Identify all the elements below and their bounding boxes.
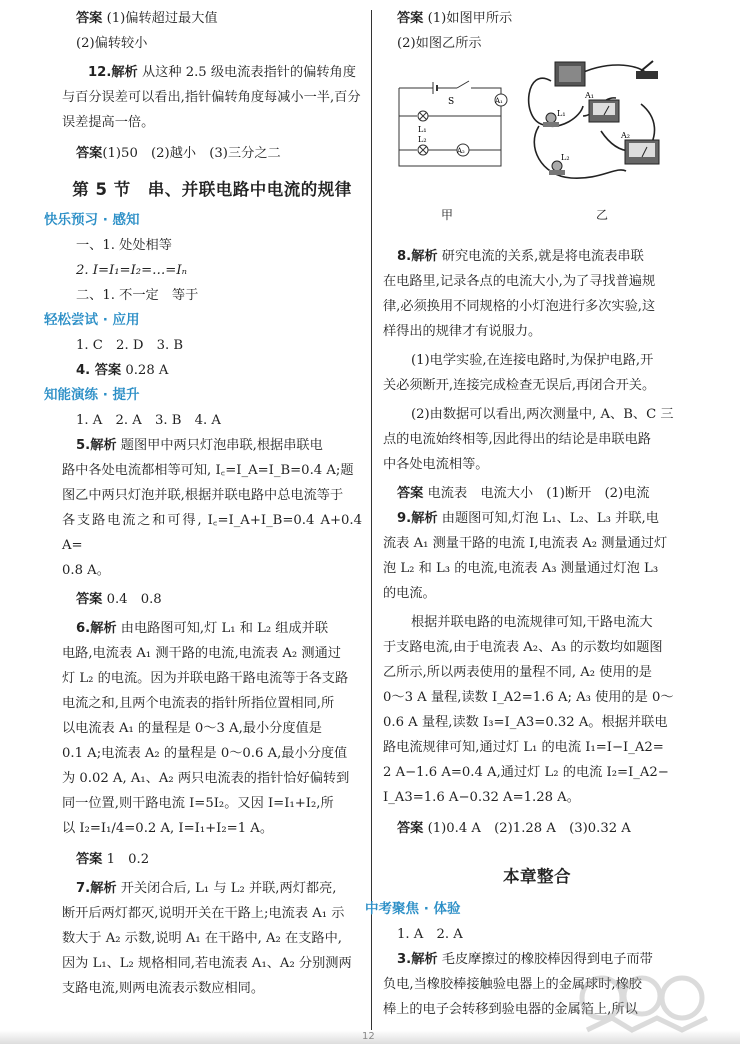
section-title: 第 5 节 串、并联电路中电流的规律 — [72, 180, 352, 199]
answer-7-line2: (2)如图乙所示 — [397, 36, 482, 51]
circuit-label-l2: L₂ — [418, 135, 427, 144]
preview-line1: 一、1. 处处相等 — [76, 238, 172, 253]
answer-8: 答案 电流表 电流大小 (1)断开 (2)电流 — [397, 486, 650, 501]
circuit-label-a1: A₁ — [495, 97, 503, 105]
category-happy-preview: 快乐预习 · 感知 — [44, 212, 140, 228]
figure-caption-jia: 甲 — [441, 208, 454, 222]
circuit-label-l1: L₁ — [418, 125, 427, 134]
photo-label-l2: L₂ — [561, 153, 570, 162]
figure-area — [383, 56, 691, 226]
practice-line1: 1. A 2. A 3. B 4. A — [76, 413, 221, 428]
q6-para: 6.解析 由电路图可知,灯 L₁ 和 L₂ 组成并联 电路,电流表 A₁ 测干路的电流,电流表 A₂ 测通过 灯 L₂ 的电流。因为并联电路干路电流等于各支路 电流之和,且两个电流表的指针所指位置相同,所 以电流表 A₁ 的量程是 0～3 A,最小分度值是 0.1 A;电流表 A₂ 的量程是 0～0.6 A,最小分度值 为 0.02 A, A₁、A₂ 两只电流表的指针恰好偏转到 同一位置,则干路电流 I=5I₂。又因 I=I₁+I₂,所 以 I₂=I₁/4=0.2 A, I=I₁+I₂=1 A。 — [62, 621, 350, 836]
q8-para-2: (1)电学实验,在连接电路时,为保护电路,开 关必须断开,连接完成检查无误后,再闭合开关。 — [383, 353, 656, 393]
apparatus-illustration-yi — [521, 56, 681, 191]
chapter-summary-title: 本章整合 — [503, 867, 571, 886]
answer-11-line2: (2)偏转较小 — [76, 36, 148, 51]
answer-6: 答案 1 0.2 — [76, 852, 150, 867]
preview-line3: 二、1. 不一定 等于 — [76, 288, 199, 303]
answer-12: 答案(1)50 (2)越小 (3)三分之二 — [76, 146, 281, 161]
circuit-label-a2: A₂ — [457, 147, 465, 155]
q8-para: 8.解析 研究电流的关系,就是将电流表串联 在电路里,记录各点的电流大小,为了寻找普遍规 律,必须换用不同规格的小灯泡进行多次实验,这 样得出的规律才有说服力。 — [383, 249, 656, 339]
try-line1: 1. C 2. D 3. B — [76, 338, 184, 353]
photo-label-a2: A₂ — [621, 131, 630, 140]
right-column — [365, 0, 691, 1022]
watermark-logo — [572, 968, 722, 1038]
q8-para-3: (2)由数据可以看出,两次测量中, A、B、C 三 点的电流始终相等,因此得出的结论是串联电路 中各处电流相等。 — [383, 407, 674, 472]
figure-caption-yi: 乙 — [596, 208, 609, 222]
q5-para: 5.解析 题图甲中两只灯泡串联,根据串联电 路中各处电流都相等可知, I꜀=I_A=I_B=0.4 A;题 图乙中两只灯泡并联,根据并联电路中总电流等于 各支路电流之和可得, I꜀=I_A+I_B=0.4 A+0.4 A= 0.8 A。 — [62, 438, 362, 578]
photo-label-l1: L₁ — [557, 109, 566, 118]
column-divider — [371, 10, 372, 1030]
page-number: 12 — [362, 1031, 375, 1042]
q12-para: 12.解析 从这种 2.5 级电流表指针的偏转角度 与百分误差可以看出,指针偏转角度每减小一半,百分 误差提高一倍。 — [62, 65, 361, 130]
q3-para: 3.解析 毛皮摩擦过的橡胶棒因得到电子而带 负电,当橡胶棒接触验电器上的金属球时,橡胶 棒上的电子会转移到验电器的金属箔上,所以 — [383, 952, 653, 1017]
photo-label-a1: A₁ — [585, 91, 594, 100]
q7-para: 7.解析 开关闭合后, L₁ 与 L₂ 并联,两灯都亮, 断开后两灯都灭,说明开关在干路上;电流表 A₁ 示 数大于 A₂ 示数,说明 A₁ 在干路中, A₂ 在支路中, 因为 L₁、L₂ 规格相同,若电流表 A₁、A₂ 分别测两 支路电流,则两电流表示数应相同。 — [62, 881, 352, 996]
circuit-diagram-jia — [393, 74, 511, 174]
answer-5: 答案 0.4 0.8 — [76, 592, 162, 607]
q9-para: 9.解析 由题图可知,灯泡 L₁、L₂、L₃ 并联,电 流表 A₁ 测量干路的电流 I,电流表 A₂ 测量通过灯 泡 L₂ 和 L₃ 的电流,电流表 A₃ 测量通过灯泡 L₃ 的电流。 — [383, 511, 668, 601]
q9-para-2: 根据并联电路的电流规律可知,干路电流大 于支路电流,由于电流表 A₂、A₃ 的示数均如题图 乙所示,所以两表使用的量程不同, A₂ 使用的是 0～3 A 量程,读数 I_A2=1.6 A; A₃ 使用的是 0～ 0.6 A 量程,读数 I₃=I_A3=0.32 A。根据并联电 路电流规律可知,通过灯 L₁ 的电流 I₁=I−I_A2= 2 A−1.6 A=0.4 A,通过灯 L₂ 的电流 I₂=I_A2− I_A3=1.6 A−0.32 A=1.28 A。 — [383, 615, 674, 805]
preview-line2: 2. I=I₁=I₂=…=Iₙ — [76, 263, 187, 278]
left-column — [44, 0, 362, 1001]
category-easy-try: 轻松尝试 · 应用 — [44, 312, 140, 328]
category-exam-focus: 中考聚焦 · 体验 — [365, 901, 461, 917]
answer-7-line1: 答案 (1)如图甲所示 — [397, 11, 513, 26]
try-line2: 4. 答案 0.28 A — [76, 363, 169, 378]
category-practice: 知能演练 · 提升 — [44, 387, 140, 403]
exam-line1: 1. A 2. A — [397, 927, 463, 942]
answer-9: 答案 (1)0.4 A (2)1.28 A (3)0.32 A — [397, 821, 631, 836]
circuit-label-s: S — [448, 97, 455, 107]
answer-11-line1: 答案 (1)偏转超过最大值 — [76, 11, 218, 26]
